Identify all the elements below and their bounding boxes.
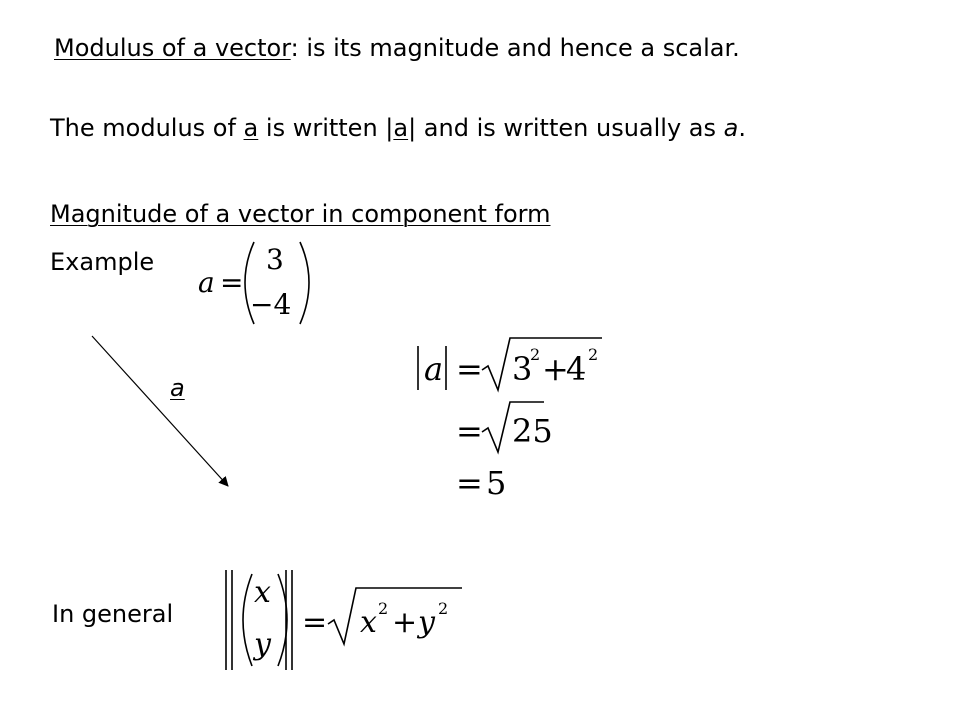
working-equals-2: =	[456, 412, 483, 450]
working-a: a	[424, 350, 444, 388]
example-vector-top: 3	[266, 243, 284, 276]
general-y-sq: y	[418, 605, 435, 640]
modulus-notation	[50, 116, 746, 140]
example-vector-equals: =	[220, 266, 244, 299]
general-y-exp: 2	[438, 599, 449, 618]
exp-2-a: 2	[530, 345, 541, 364]
result-5: 5	[486, 464, 507, 502]
notation-text-3: | and is written usually as	[408, 114, 724, 142]
general-y: y	[254, 627, 271, 662]
vector-a-in-bars: a	[393, 114, 409, 142]
vector-arrow	[92, 336, 228, 486]
general-x: x	[254, 575, 271, 610]
plus-1: +	[542, 350, 569, 388]
vector-arrow-diagram	[86, 330, 246, 500]
notation-text-1: The modulus of	[50, 114, 244, 142]
example-vector-equation	[190, 236, 330, 336]
magnitude-working	[412, 332, 632, 512]
modulus-definition-text: : is its magnitude and hence a scalar.	[290, 34, 740, 62]
exp-2-b: 2	[588, 345, 599, 364]
scalar-a-italic: a	[723, 114, 739, 142]
example-label: Example	[50, 248, 155, 276]
general-label: In general	[52, 600, 174, 628]
notation-period: .	[738, 114, 746, 142]
general-x-sq: x	[360, 605, 377, 640]
modulus-definition	[54, 36, 740, 60]
right-paren	[300, 242, 309, 324]
component-form-heading: Magnitude of a vector in component form	[50, 200, 551, 228]
notation-text-2: is written |	[258, 114, 394, 142]
general-left-paren	[243, 574, 252, 666]
working-equals-3: =	[456, 464, 483, 502]
general-plus: +	[392, 605, 418, 640]
general-formula	[222, 566, 472, 676]
example-vector-name: a	[198, 266, 215, 299]
example-vector-bottom: −4	[250, 288, 292, 321]
base-3: 3	[512, 350, 533, 388]
general-x-exp: 2	[378, 599, 389, 618]
vector-a-underlined: a	[243, 114, 259, 142]
general-equals: =	[302, 605, 328, 640]
radicand-25: 25	[512, 412, 553, 450]
base-4: 4	[566, 350, 587, 388]
modulus-term: Modulus of a vector	[54, 34, 291, 62]
working-equals-1: =	[456, 350, 483, 388]
arrow-label: a	[170, 374, 185, 402]
